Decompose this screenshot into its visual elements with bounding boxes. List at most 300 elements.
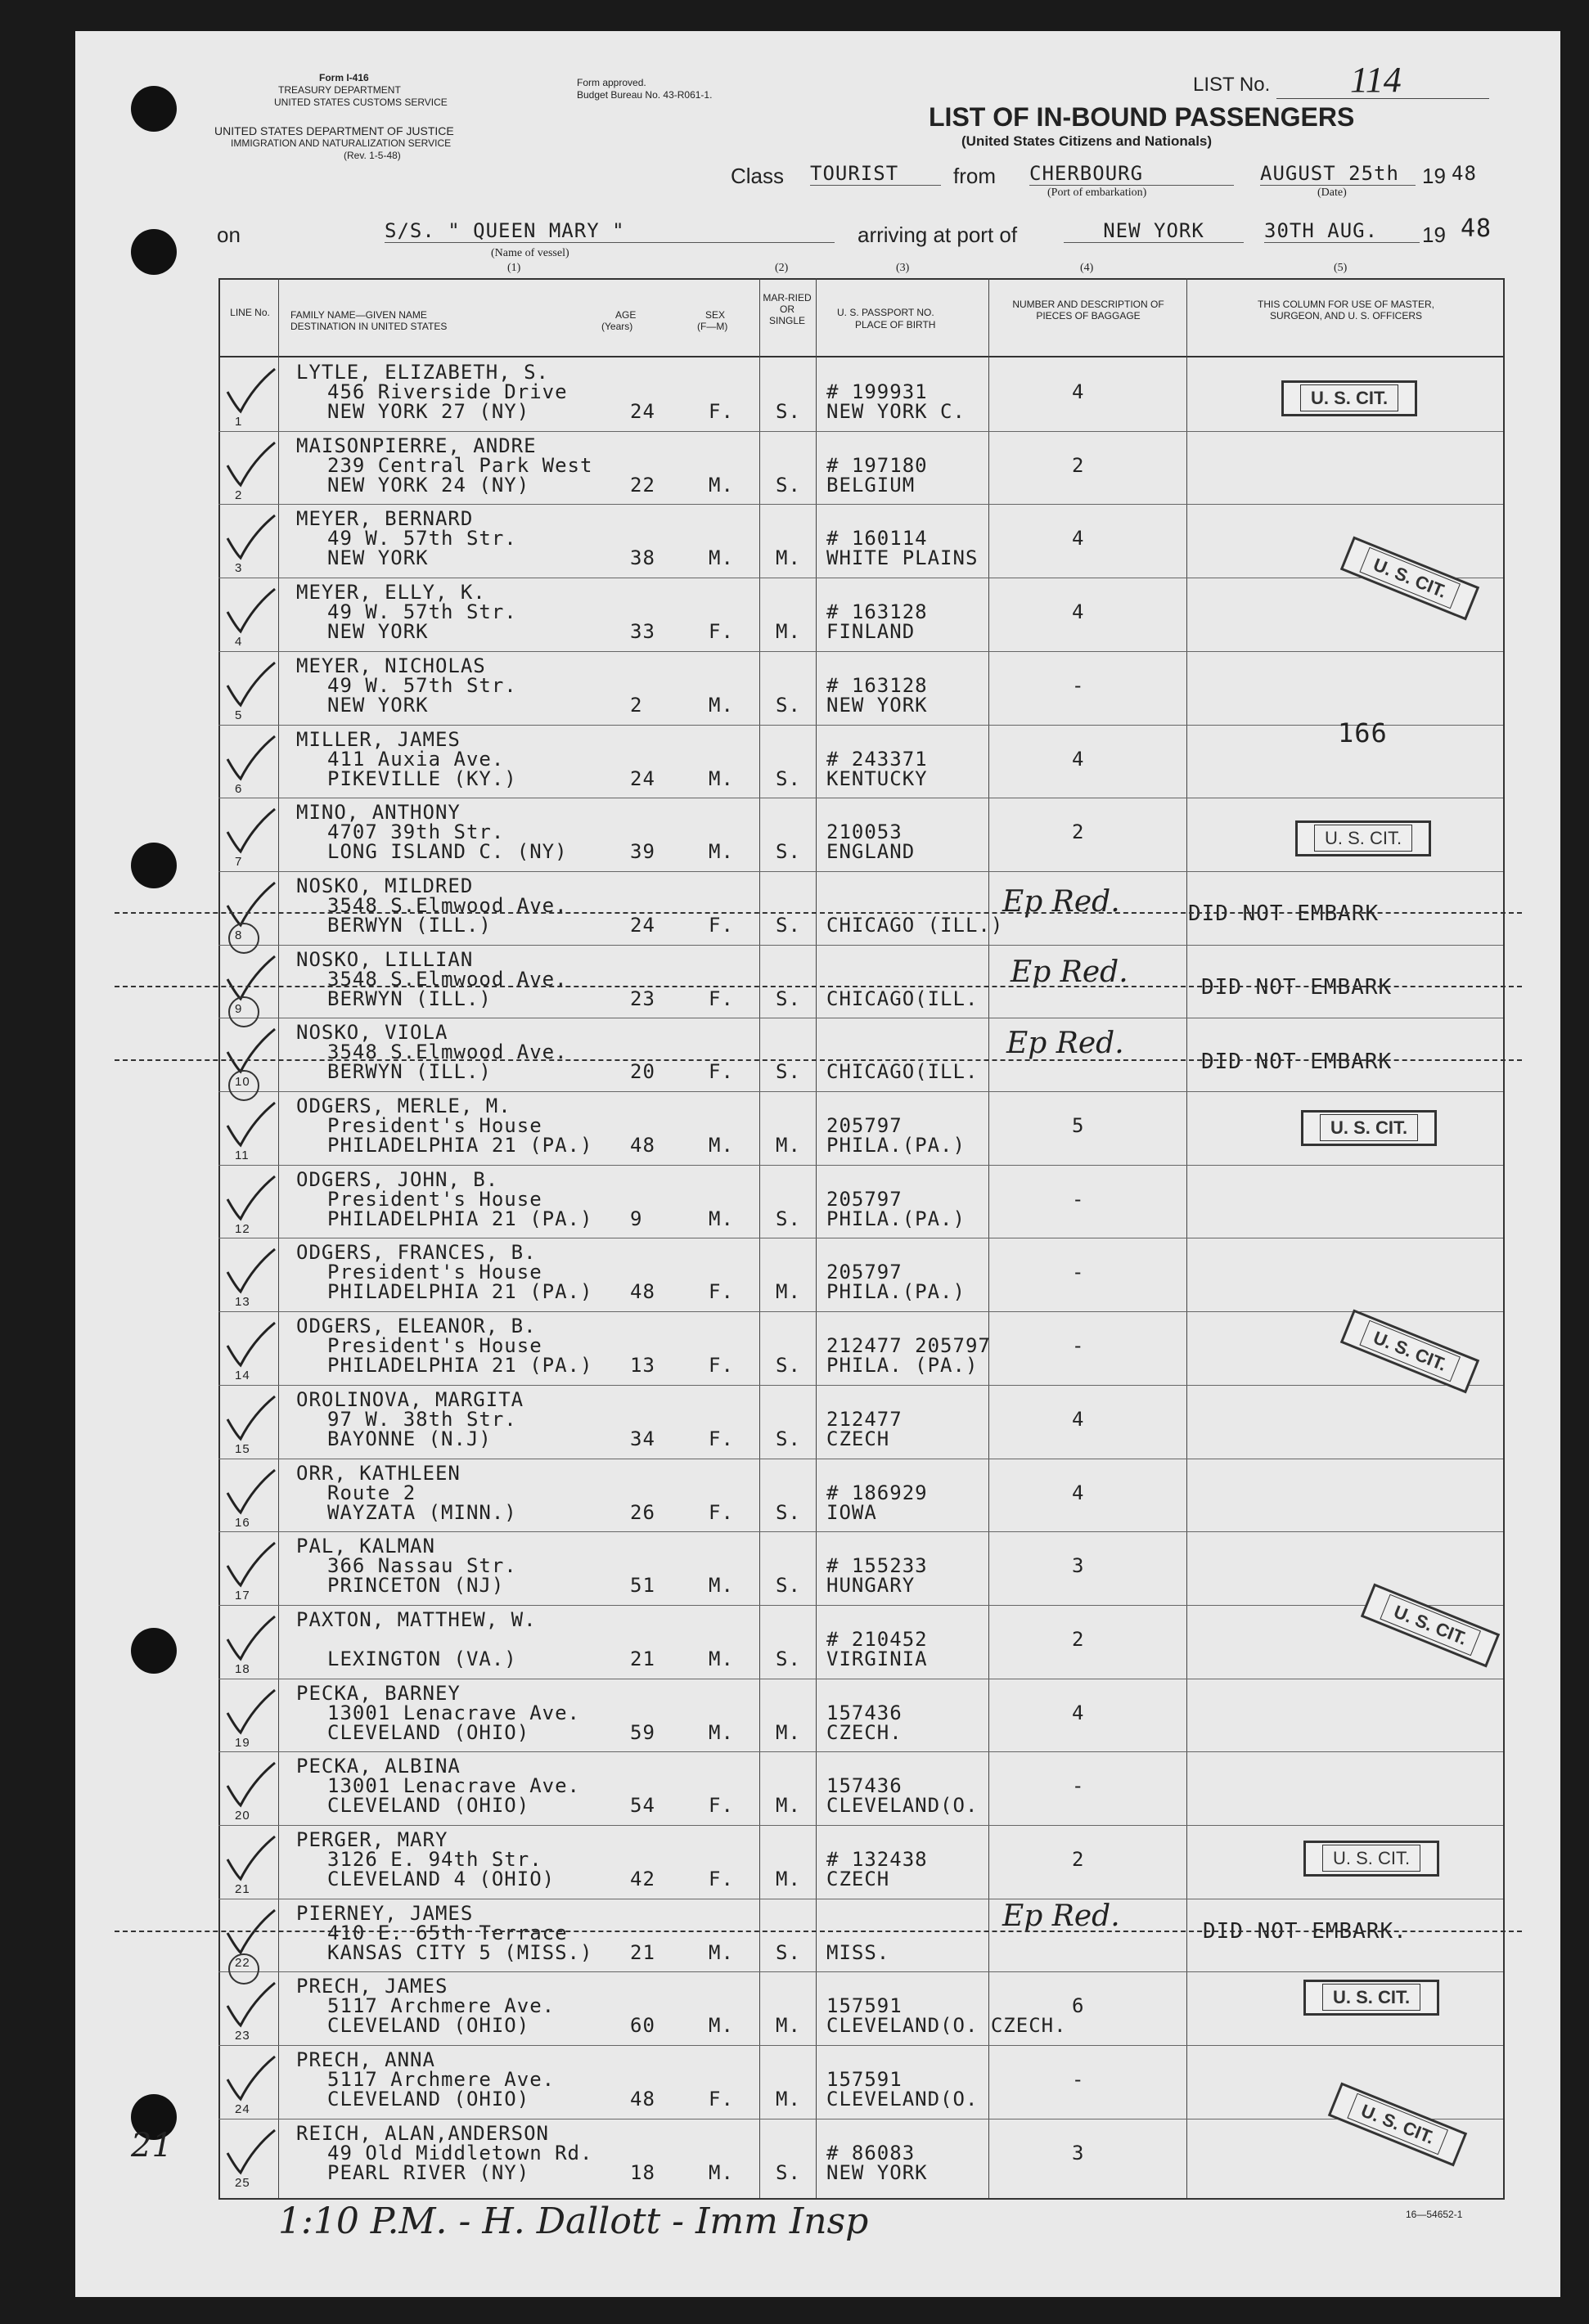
destination-city: NEW YORK 27 (NY): [327, 400, 530, 423]
sex: F.: [709, 620, 734, 644]
margin-mark: 21: [131, 2127, 173, 2164]
baggage-count: 2: [1072, 820, 1085, 844]
form-revision: (Rev. 1-5-48): [344, 150, 401, 161]
ep-initials: Ep Red.: [1002, 885, 1120, 919]
address-line: 411 Auxia Ave.: [327, 747, 505, 771]
address-line: 49 W. 57th Str.: [327, 600, 517, 624]
check-mark-icon: [221, 1540, 278, 1589]
check-mark-icon: [221, 1687, 278, 1736]
list-title: LIST OF IN-BOUND PASSENGERS: [929, 102, 1355, 132]
line-number: 6: [235, 781, 243, 796]
line-number: 25: [235, 2175, 250, 2190]
place-of-birth: PHILA. (PA.): [826, 1354, 979, 1378]
passport-number: # 86083: [826, 2141, 916, 2164]
check-mark-icon: [221, 512, 278, 561]
passport-number: # 163128: [826, 600, 928, 624]
address-line: 97 W. 38th Str.: [327, 1407, 517, 1431]
line-number: 2: [235, 488, 243, 502]
marital-status: M.: [776, 2088, 801, 2111]
passport-number: 157591: [826, 2068, 903, 2092]
passport-number: 210053: [826, 820, 903, 844]
passport-number: 157591: [826, 1994, 903, 2018]
baggage-count: 4: [1072, 380, 1085, 403]
sex: F.: [709, 2088, 734, 2111]
from-label: from: [953, 164, 996, 188]
line-number: 23: [235, 2029, 250, 2043]
age: 18: [630, 2160, 655, 2184]
address-line: 4707 39th Str.: [327, 820, 505, 844]
age: 39: [630, 840, 655, 864]
marital-status: S.: [776, 913, 801, 937]
destination-city: CLEVELAND (OHIO): [327, 2088, 530, 2111]
date-caption: (Date): [1317, 187, 1347, 199]
place-of-birth: VIRGINIA: [826, 1647, 928, 1670]
age: 24: [630, 913, 655, 937]
destination-city: KANSAS CITY 5 (MISS.): [327, 1940, 593, 1964]
header-line-no: LINE No.: [230, 307, 270, 318]
place-of-birth: ENGLAND: [826, 840, 916, 864]
footer-code: 16—54652-1: [1406, 2209, 1463, 2220]
header-sex-sub: (F—M): [697, 321, 728, 332]
place-of-birth: CHICAGO(ILL.: [826, 1060, 979, 1084]
us-cit-stamp: U. S. CIT.: [1328, 2082, 1468, 2166]
destination-city: PIKEVILLE (KY.): [327, 766, 517, 790]
passport-number: 205797: [826, 1187, 903, 1211]
passport-number: 205797: [826, 1114, 903, 1137]
place-of-birth: WHITE PLAINS: [826, 546, 979, 570]
destination-city: NEW YORK: [327, 620, 429, 644]
destination-city: CLEVELAND 4 (OHIO): [327, 1868, 556, 1890]
address-line: President's House: [327, 1334, 542, 1358]
line-number: 3: [235, 561, 243, 576]
cancel-circle: [228, 923, 259, 954]
did-not-embark-10: DID NOT EMBARK: [1201, 1050, 1393, 1074]
passport-number: # 199931: [826, 380, 928, 403]
line-number: 13: [235, 1295, 250, 1310]
check-mark-icon: [221, 879, 278, 928]
check-mark-icon: [221, 1467, 278, 1516]
address-line: 49 W. 57th Str.: [327, 673, 517, 697]
destination-city: PHILADELPHIA 21 (PA.): [327, 1207, 593, 1230]
place-of-birth: FINLAND: [826, 620, 916, 644]
destination-city: LEXINGTON (VA.): [327, 1647, 517, 1670]
destination-city: BERWYN (ILL.): [327, 987, 492, 1010]
check-mark-icon: [221, 1980, 278, 2029]
destination-city: PHILADELPHIA 21 (PA.): [327, 1354, 593, 1378]
header-age-sub: (Years): [601, 321, 633, 332]
marital-status: S.: [776, 1207, 801, 1230]
header-destination: DESTINATION IN UNITED STATES: [290, 321, 448, 332]
sex: F.: [709, 987, 734, 1010]
header-birthplace: PLACE OF BIRTH: [855, 319, 936, 330]
line-number: 12: [235, 1221, 250, 1236]
us-cit-stamp: U. S. CIT.: [1340, 1309, 1480, 1393]
line-number: 22: [235, 1955, 250, 1970]
marital-status: S.: [776, 2160, 801, 2184]
passenger-name: ODGERS, ELEANOR, B.: [296, 1315, 537, 1338]
place-of-birth: NEW YORK: [826, 693, 928, 717]
line-number: 14: [235, 1369, 250, 1383]
header-sex: SEX: [705, 309, 726, 321]
on-label: on: [217, 223, 241, 247]
age: 54: [630, 1794, 655, 1818]
baggage-count: 2: [1072, 1848, 1085, 1871]
arrival-date: 30TH AUG.: [1264, 219, 1420, 243]
sex: M.: [709, 2014, 734, 2038]
age: 48: [630, 2088, 655, 2111]
passenger-name: PECKA, ALBINA: [296, 1755, 461, 1778]
marital-status: S.: [776, 1354, 801, 1378]
address-line: 5117 Archmere Ave.: [327, 1994, 556, 2018]
place-of-birth: CZECH: [826, 1868, 890, 1890]
embark-year: 48: [1452, 162, 1477, 185]
destination-city: NEW YORK 24 (NY): [327, 473, 530, 497]
check-mark-icon: [221, 1026, 278, 1075]
punch-hole: [131, 843, 177, 888]
passenger-name: MINO, ANTHONY: [296, 801, 461, 825]
age: 23: [630, 987, 655, 1010]
address-line: 3126 E. 94th Str.: [327, 1848, 542, 1871]
passenger-name: MAISONPIERRE, ANDRE: [296, 434, 537, 457]
baggage-count: 2: [1072, 453, 1085, 477]
budget-bureau: Budget Bureau No. 43-R061-1.: [577, 89, 713, 101]
baggage-count: -: [1072, 1774, 1085, 1798]
address-line: 5117 Archmere Ave.: [327, 2068, 556, 2092]
passenger-name: PIERNEY, JAMES: [296, 1901, 474, 1925]
baggage-count: 4: [1072, 527, 1085, 551]
port-embark-caption: (Port of embarkation): [1047, 187, 1147, 199]
baggage-count: 4: [1072, 1481, 1085, 1504]
ep-initials: Ep Red.: [1006, 1027, 1124, 1060]
sex: M.: [709, 1940, 734, 1964]
passenger-name: PAL, KALMAN: [296, 1535, 435, 1558]
marital-status: M.: [776, 1868, 801, 1890]
sex: M.: [709, 1134, 734, 1157]
sex: M.: [709, 1720, 734, 1744]
baggage-count: 3: [1072, 2141, 1085, 2164]
passenger-name: MILLER, JAMES: [296, 727, 461, 751]
place-of-birth: PHILA.(PA.): [826, 1134, 966, 1157]
marital-status: M.: [776, 620, 801, 644]
address-line: 13001 Lenacrave Ave.: [327, 1774, 580, 1798]
passenger-name: MEYER, ELLY, K.: [296, 581, 486, 605]
age: 21: [630, 1647, 655, 1670]
address-line: 239 Central Park West: [327, 453, 593, 477]
marital-status: S.: [776, 1427, 801, 1450]
baggage-count: 3: [1072, 1554, 1085, 1578]
marital-status: M.: [776, 1134, 801, 1157]
marital-status: M.: [776, 2014, 801, 2038]
address-line: 13001 Lenacrave Ave.: [327, 1701, 580, 1724]
header-officers: THIS COLUMN FOR USE OF MASTER, SURGEON, AND U. S. OFFICERS: [1257, 299, 1434, 321]
address-line: Route 2: [327, 1481, 416, 1504]
place-of-birth: CHICAGO(ILL.: [826, 987, 979, 1010]
marital-status: S.: [776, 987, 801, 1010]
did-not-embark-22: DID NOT EMBARK.: [1203, 1919, 1407, 1944]
check-mark-icon: [221, 1246, 278, 1295]
place-of-birth: NEW YORK: [826, 2160, 928, 2184]
baggage-count: -: [1072, 2068, 1085, 2092]
justice-dept: UNITED STATES DEPARTMENT OF JUSTICE: [214, 124, 454, 137]
class-value: TOURIST: [810, 162, 941, 186]
side-number: 166: [1338, 717, 1388, 748]
age: 38: [630, 546, 655, 570]
header-married: MAR-RIED OR SINGLE: [763, 292, 812, 326]
destination-city: LONG ISLAND C. (NY): [327, 840, 568, 864]
marital-status: S.: [776, 766, 801, 790]
check-mark-icon: [221, 366, 278, 415]
list-subtitle: (United States Citizens and Nationals): [961, 133, 1213, 149]
vessel-caption: (Name of vessel): [491, 247, 569, 259]
year-prefix-2: 19: [1422, 223, 1446, 247]
ins-service: IMMIGRATION AND NATURALIZATION SERVICE: [231, 137, 452, 149]
place-of-birth: CZECH: [826, 1427, 890, 1450]
line-number: 24: [235, 2102, 250, 2117]
place-of-birth: KENTUCKY: [826, 766, 928, 790]
did-not-embark-8: DID NOT EMBARK: [1188, 901, 1380, 926]
passenger-name: OROLINOVA, MARGITA: [296, 1387, 524, 1411]
place-of-birth: MISS.: [826, 1940, 890, 1964]
cancel-circle: [228, 1953, 259, 1985]
place-of-birth: NEW YORK C.: [826, 400, 966, 423]
sex: F.: [709, 1500, 734, 1524]
age: 24: [630, 400, 655, 423]
place-of-birth: IOWA: [826, 1500, 877, 1524]
line-number: 8: [235, 928, 243, 942]
check-mark-icon: [221, 1173, 278, 1222]
passenger-name: PECKA, BARNEY: [296, 1681, 461, 1705]
marital-status: M.: [776, 1720, 801, 1744]
sex: M.: [709, 693, 734, 717]
list-number: 114: [1350, 60, 1402, 100]
check-mark-icon: [221, 1760, 278, 1809]
sex: F.: [709, 1280, 734, 1304]
cancel-circle: [228, 996, 259, 1027]
arriving-label: arriving at port of: [858, 223, 1018, 247]
place-of-birth: CLEVELAND(O. CZECH.: [826, 2014, 1067, 2038]
place-of-birth: CHICAGO (ILL.): [826, 913, 1004, 937]
address-line: 49 W. 57th Str.: [327, 527, 517, 551]
destination-city: PHILADELPHIA 21 (PA.): [327, 1134, 593, 1157]
marital-status: S.: [776, 840, 801, 864]
baggage-count: -: [1072, 1261, 1085, 1284]
passport-number: 157436: [826, 1701, 903, 1724]
line-number: 18: [235, 1661, 250, 1676]
passenger-name: NOSKO, VIOLA: [296, 1021, 448, 1045]
sex: M.: [709, 1207, 734, 1230]
col-5-no: (5): [1334, 262, 1348, 274]
sex: M.: [709, 473, 734, 497]
passenger-name: PAXTON, MATTHEW, W.: [296, 1607, 537, 1631]
sex: F.: [709, 913, 734, 937]
sex: F.: [709, 1868, 734, 1890]
header-passport: U. S. PASSPORT NO.: [837, 307, 934, 318]
arrival-port: NEW YORK: [1064, 219, 1244, 243]
place-of-birth: PHILA.(PA.): [826, 1280, 966, 1304]
age: 34: [630, 1427, 655, 1450]
age: 51: [630, 1574, 655, 1598]
passenger-name: ODGERS, JOHN, B.: [296, 1167, 499, 1191]
check-mark-icon: [221, 586, 278, 635]
age: 24: [630, 766, 655, 790]
line-number: 7: [235, 855, 243, 870]
age: 42: [630, 1868, 655, 1890]
age: 26: [630, 1500, 655, 1524]
place-of-birth: CZECH.: [826, 1720, 903, 1744]
check-mark-icon: [221, 1833, 278, 1882]
passport-number: # 132438: [826, 1848, 928, 1871]
address-line: 366 Nassau Str.: [327, 1554, 517, 1578]
age: 22: [630, 473, 655, 497]
line-number: 21: [235, 1882, 250, 1896]
line-number: 17: [235, 1589, 250, 1603]
place-of-birth: HUNGARY: [826, 1574, 916, 1598]
destination-city: NEW YORK: [327, 546, 429, 570]
form-number: Form I-416: [319, 72, 369, 83]
header-name: FAMILY NAME—GIVEN NAME: [290, 309, 427, 321]
age: 9: [630, 1207, 643, 1230]
embark-date: AUGUST 25th: [1260, 162, 1416, 186]
destination-city: CLEVELAND (OHIO): [327, 2014, 530, 2038]
marital-status: M.: [776, 1794, 801, 1818]
address-line: 49 Old Middletown Rd.: [327, 2141, 593, 2164]
address-line: 3548 S.Elmwood Ave.: [327, 1041, 568, 1064]
destination-city: PRINCETON (NJ): [327, 1574, 505, 1598]
us-cit-stamp: U. S. CIT.: [1295, 820, 1431, 856]
destination-city: BAYONNE (N.J): [327, 1427, 492, 1450]
destination-city: PEARL RIVER (NY): [327, 2160, 530, 2184]
passport-number: # 197180: [826, 453, 928, 477]
age: 60: [630, 2014, 655, 2038]
baggage-count: 4: [1072, 1407, 1085, 1431]
line-number: 11: [235, 1149, 250, 1162]
sex: M.: [709, 840, 734, 864]
age: 21: [630, 1940, 655, 1964]
baggage-count: 6: [1072, 1994, 1085, 2018]
check-mark-icon: [221, 659, 278, 708]
line-number: 1: [235, 415, 243, 429]
passenger-name: MEYER, NICHOLAS: [296, 654, 486, 677]
sex: M.: [709, 546, 734, 570]
baggage-count: -: [1072, 1334, 1085, 1358]
address-line: President's House: [327, 1261, 542, 1284]
passenger-name: ODGERS, FRANCES, B.: [296, 1241, 537, 1265]
marital-status: S.: [776, 693, 801, 717]
line-number: 19: [235, 1735, 250, 1750]
passenger-name: PERGER, MARY: [296, 1828, 448, 1851]
punch-hole: [131, 86, 177, 132]
marital-status: S.: [776, 1060, 801, 1084]
passenger-name: PRECH, ANNA: [296, 2048, 435, 2072]
check-mark-icon: [221, 2053, 278, 2102]
address-line: 410 E. 65th Terrace: [327, 1921, 568, 1944]
line-number: 4: [235, 635, 243, 650]
passport-number: # 160114: [826, 527, 928, 551]
passport-number: 212477: [826, 1407, 903, 1431]
marital-status: S.: [776, 1574, 801, 1598]
passport-number: # 210452: [826, 1627, 928, 1651]
sex: F.: [709, 1427, 734, 1450]
check-mark-icon: [221, 1393, 278, 1442]
ep-initials: Ep Red.: [1002, 1899, 1120, 1933]
passenger-name: LYTLE, ELIZABETH, S.: [296, 361, 549, 384]
passenger-name: ORR, KATHLEEN: [296, 1461, 461, 1485]
sex: F.: [709, 1354, 734, 1378]
destination-city: NEW YORK: [327, 693, 429, 717]
marital-status: S.: [776, 1940, 801, 1964]
passport-number: # 243371: [826, 747, 928, 771]
address-line: 3548 S.Elmwood Ave.: [327, 967, 568, 991]
age: 48: [630, 1134, 655, 1157]
year-prefix-1: 19: [1422, 164, 1446, 188]
age: 13: [630, 1354, 655, 1378]
baggage-count: -: [1072, 673, 1085, 697]
address-line: 3548 S.Elmwood Ave.: [327, 893, 568, 917]
passenger-name: ODGERS, MERLE, M.: [296, 1095, 511, 1117]
passenger-name: NOSKO, LILLIAN: [296, 947, 474, 971]
passenger-name: PRECH, JAMES: [296, 1975, 448, 1998]
passport-number: # 186929: [826, 1481, 928, 1504]
destination-city: CLEVELAND (OHIO): [327, 1794, 530, 1818]
place-of-birth: BELGIUM: [826, 473, 916, 497]
passenger-name: MEYER, BERNARD: [296, 507, 474, 531]
marital-status: S.: [776, 1647, 801, 1670]
sex: F.: [709, 1794, 734, 1818]
check-mark-icon: [221, 806, 278, 855]
check-mark-icon: [221, 1099, 278, 1149]
us-cit-stamp: U. S. CIT.: [1281, 380, 1417, 416]
place-of-birth: CLEVELAND(O.: [826, 1794, 979, 1818]
port-of-embarkation: CHERBOURG: [1029, 162, 1234, 186]
line-number: 5: [235, 708, 243, 722]
place-of-birth: CLEVELAND(O.: [826, 2088, 979, 2111]
check-mark-icon: [221, 2127, 278, 2176]
us-cit-stamp: U. S. CIT.: [1301, 1110, 1437, 1146]
address-line: President's House: [327, 1187, 542, 1211]
header-baggage: NUMBER AND DESCRIPTION OF PIECES OF BAGGAGE: [1012, 299, 1164, 321]
passport-number: 157436: [826, 1774, 903, 1798]
us-cit-stamp: U. S. CIT.: [1303, 1980, 1439, 2016]
col-4-no: (4): [1080, 262, 1094, 274]
passport-number: 205797: [826, 1261, 903, 1284]
passenger-name: REICH, ALAN,ANDERSON: [296, 2121, 549, 2145]
marital-status: S.: [776, 1500, 801, 1524]
punch-hole: [131, 1628, 177, 1674]
line-number: 10: [235, 1075, 250, 1090]
marital-status: M.: [776, 1280, 801, 1304]
vessel-name: S/S. " QUEEN MARY ": [385, 219, 835, 243]
baggage-count: -: [1072, 1187, 1085, 1211]
header-age: AGE: [615, 309, 637, 321]
line-number: 9: [235, 1001, 243, 1016]
us-cit-stamp: U. S. CIT.: [1340, 536, 1480, 620]
marital-status: M.: [776, 546, 801, 570]
age: 20: [630, 1060, 655, 1084]
place-of-birth: PHILA.(PA.): [826, 1207, 966, 1230]
line-number: 16: [235, 1515, 250, 1530]
cancel-circle: [228, 1070, 259, 1101]
line-number: 15: [235, 1441, 250, 1456]
baggage-count: 4: [1072, 1701, 1085, 1724]
passport-number: # 163128: [826, 673, 928, 697]
sex: M.: [709, 1647, 734, 1670]
passenger-name: NOSKO, MILDRED: [296, 874, 474, 897]
class-label: Class: [731, 164, 785, 188]
marital-status: S.: [776, 400, 801, 423]
ep-initials: Ep Red.: [1011, 955, 1128, 989]
age: 2: [630, 693, 643, 717]
us-cit-stamp: U. S. CIT.: [1303, 1841, 1439, 1877]
